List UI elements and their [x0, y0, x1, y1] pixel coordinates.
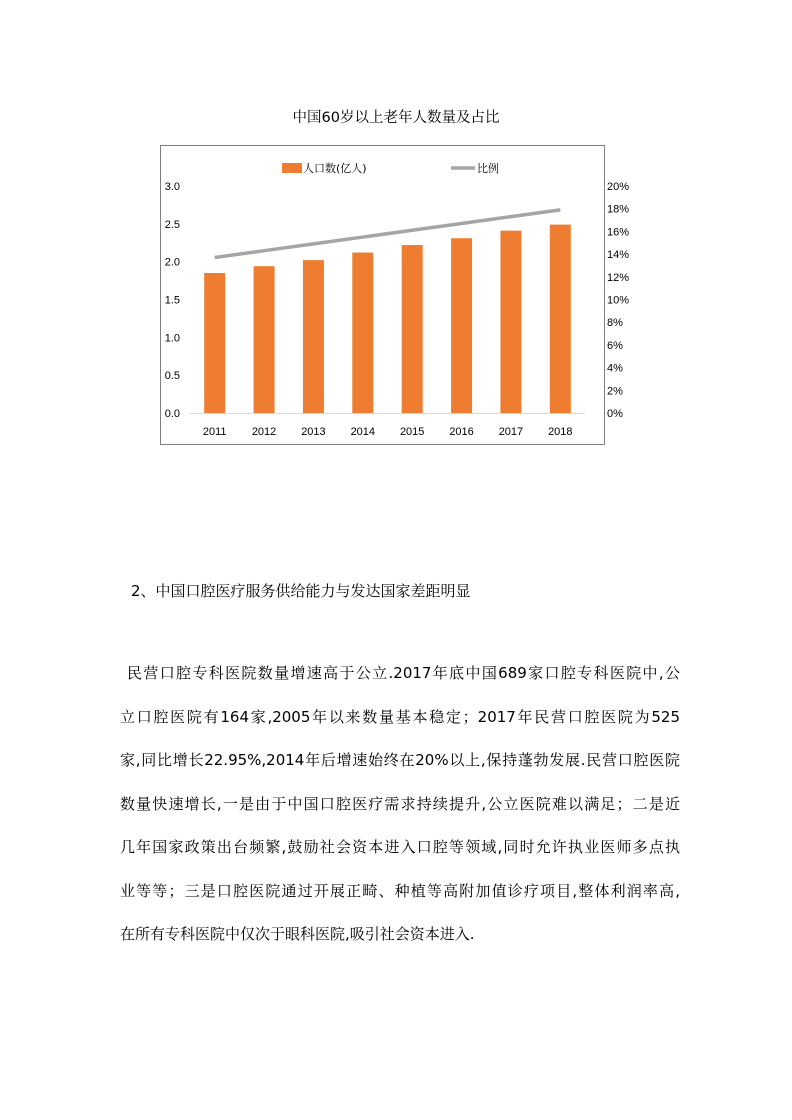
bar	[402, 245, 423, 413]
bar	[254, 266, 275, 413]
y-tick-label: 2.5	[164, 218, 180, 231]
chart-border	[161, 146, 605, 445]
y2-tick-label: 18%	[607, 203, 630, 216]
y2-tick-label: 4%	[607, 362, 623, 375]
bar	[204, 273, 225, 413]
x-tick-label: 2016	[449, 426, 474, 438]
paragraph-line: 在所有专科医院中仅次于眼科医院,吸引社会资本进入.	[120, 925, 475, 943]
paragraph-line: 业等等；三是口腔医院通过开展正畸、种植等高附加值诊疗项目,整体利润率高,	[120, 881, 680, 900]
y-tick-label: 0.0	[164, 408, 180, 420]
bar	[451, 238, 472, 413]
y2-tick-label: 6%	[607, 339, 623, 352]
x-tick-label: 2014	[350, 426, 376, 438]
y-tick-label: 1.0	[164, 332, 180, 345]
section-heading: 2、中国口腔医疗服务供给能力与发达国家差距明显	[131, 582, 471, 600]
bar	[550, 225, 571, 413]
x-tick-label: 2013	[301, 426, 326, 438]
x-tick-label: 2011	[202, 426, 227, 438]
y2-tick-label: 0%	[607, 408, 623, 420]
paragraph-line: 家,同比增长22.95%,2014年后增速始终在20%以上,保持蓬勃发展.民营口腔医院	[120, 751, 680, 769]
y2-tick-label: 2%	[607, 385, 623, 398]
paragraph-line: 数量快速增长,一是由于中国口腔医疗需求持续提升,公立医院难以满足；二是近	[120, 794, 680, 813]
bar	[352, 253, 373, 413]
bar	[303, 260, 324, 413]
bar	[500, 231, 521, 413]
x-tick-label: 2018	[548, 426, 573, 438]
paragraph-line: 民营口腔专科医院数量增速高于公立.2017年底中国689家口腔专科医院中,公	[127, 664, 680, 682]
y2-tick-label: 14%	[607, 249, 630, 262]
x-tick-label: 2012	[251, 426, 277, 438]
x-tick-label: 2015	[399, 426, 425, 438]
y-tick-label: 2.0	[164, 256, 180, 269]
legend-label-bar: 人口数(亿人)	[303, 162, 367, 175]
y2-tick-label: 20%	[607, 181, 630, 193]
y2-tick-label: 12%	[607, 271, 630, 284]
y2-tick-label: 8%	[607, 317, 623, 330]
chart-svg	[160, 145, 630, 445]
paragraph-line: 立口腔医院有164家,2005年以来数量基本稳定；2017年民营口腔医院为525	[120, 707, 680, 726]
y2-tick-label: 10%	[607, 294, 630, 307]
legend-swatch-bar	[282, 163, 302, 173]
y-tick-label: 3.0	[164, 181, 180, 193]
x-tick-label: 2017	[498, 426, 524, 438]
legend-label-line: 比例	[477, 162, 499, 175]
paragraph-line: 几年国家政策出台频繁,鼓励社会资本进入口腔等领域,同时允许执业医师多点执	[120, 838, 680, 856]
body-paragraph	[120, 662, 680, 967]
y2-tick-label: 16%	[607, 226, 630, 239]
y-tick-label: 0.5	[164, 370, 180, 383]
chart	[160, 145, 630, 445]
y-tick-label: 1.5	[164, 294, 180, 307]
chart-title: 中国60岁以上老年人数量及占比	[292, 110, 500, 126]
